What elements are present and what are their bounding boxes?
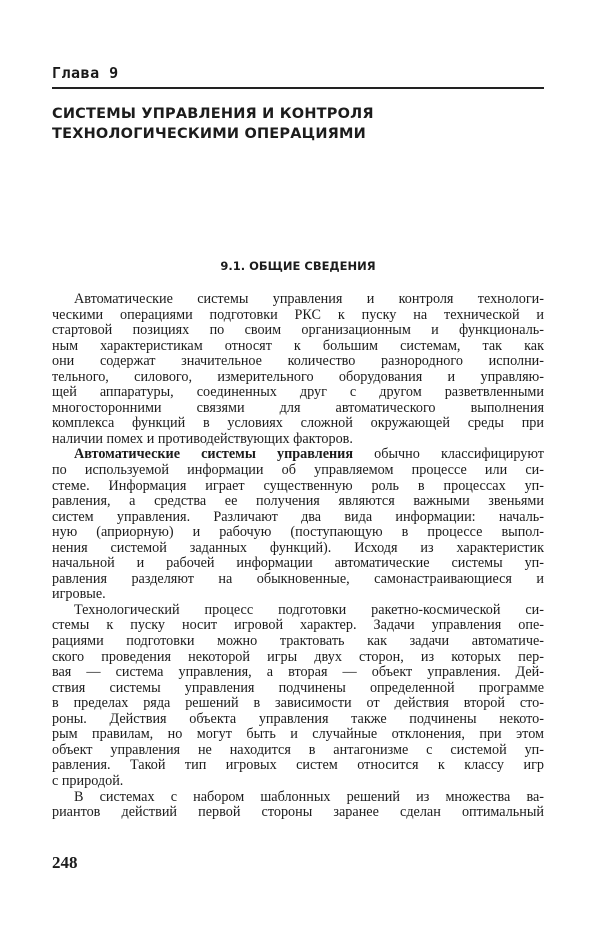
text-line: ствия системы управления подчинены определенной программе — [52, 679, 544, 696]
chapter-label: Глава 9 — [52, 64, 119, 82]
text-line — [52, 447, 544, 463]
text-line: рым правилам, но могут быть и случайные отклонения, при этом — [52, 726, 544, 743]
text-line: равления, а средства ее получения являются важными звеньями — [52, 493, 544, 510]
text-line: тельного, силового, измерительного оборудования и управляю- — [52, 368, 544, 385]
text-line: щей аппаратуры, соединенных друг с другом разветвленными — [52, 384, 544, 401]
text-line: стеме. Информация играет существенную роль в процессах уп- — [52, 477, 544, 494]
text-line: они содержат значительное количество разнородного исполни- — [52, 353, 544, 370]
text-line: риантов действий первой стороны заранее сделан оптимальный — [52, 804, 544, 821]
chapter-rule — [52, 87, 544, 89]
text-line: вая — система управления, а вторая — объект управления. Дей- — [52, 664, 544, 681]
text-line: комплекса функций в условиях сложной окружающей среды при — [52, 415, 544, 432]
text-line: ческими операциями подготовки РКС к пуску на технической и — [52, 306, 544, 323]
text-line: с природой. — [52, 772, 124, 789]
text-line: многосторонними связями для автоматического выполнения — [52, 399, 544, 416]
section-heading: 9.1. ОБЩИЕ СВЕДЕНИЯ — [220, 259, 376, 273]
paragraph — [52, 603, 544, 790]
text-line: Технологический процесс подготовки ракетно-космической си- — [74, 601, 544, 618]
chapter-title-line: ТЕХНОЛОГИЧЕСКИМИ ОПЕРАЦИЯМИ — [52, 126, 366, 142]
text-line: наличии помех и противодействующих факторов. — [52, 430, 353, 447]
text-line: ным характеристикам относят к большим системам, так как — [52, 337, 544, 354]
text-line: роны. Действия объекта управления также подчинены некото- — [52, 710, 544, 727]
paragraph — [52, 447, 544, 602]
text-line: ского проведения некоторой игры двух сторон, из которых пер- — [52, 648, 544, 665]
page-number: 248 — [52, 853, 78, 872]
text-line: В системах с набором шаблонных решений из множества ва- — [74, 788, 544, 805]
text-line: систем управления. Различают два вида информации: началь- — [52, 508, 544, 525]
bold-term: Автоматические системы управления — [74, 446, 354, 463]
text-line: равления. Такой тип игровых систем относится к классу игр — [52, 757, 544, 774]
paragraph — [52, 292, 544, 447]
body-text — [52, 292, 544, 821]
text-run: обычно классифицируют — [353, 446, 544, 463]
chapter-title-line: СИСТЕМЫ УПРАВЛЕНИЯ И КОНТРОЛЯ — [52, 106, 374, 122]
text-line: игровые. — [52, 586, 106, 603]
text-line: Автоматические системы управления и контроля технологи- — [74, 291, 544, 307]
text-line: стартовой позициях по своим организационным и функциональ- — [52, 322, 544, 339]
text-line: объект управления не находится в антагонизме с системой уп- — [52, 741, 544, 758]
text-line: нения системой заданных функций). Исходя из характеристик — [52, 539, 544, 556]
text-line: начальной и рабочей информации автоматические системы уп- — [52, 555, 544, 572]
text-line: ную (априорную) и рабочую (поступающую в процессе выпол- — [52, 524, 544, 541]
text-line: в пределах ряда решений в зависимости от действия второй сто- — [52, 695, 544, 712]
text-line: рациями подготовки можно трактовать как задачи автоматиче- — [52, 633, 544, 650]
text-line: стемы к пуску носит игровой характер. Задачи управления опе- — [52, 617, 544, 634]
text-line: равления разделяют на обыкновенные, самонастраивающиеся и — [52, 570, 544, 587]
book-page — [52, 0, 544, 935]
paragraph — [52, 790, 544, 821]
chapter-title — [52, 104, 452, 144]
text-line: по используемой информации об управляемом процессе или си- — [52, 462, 544, 479]
